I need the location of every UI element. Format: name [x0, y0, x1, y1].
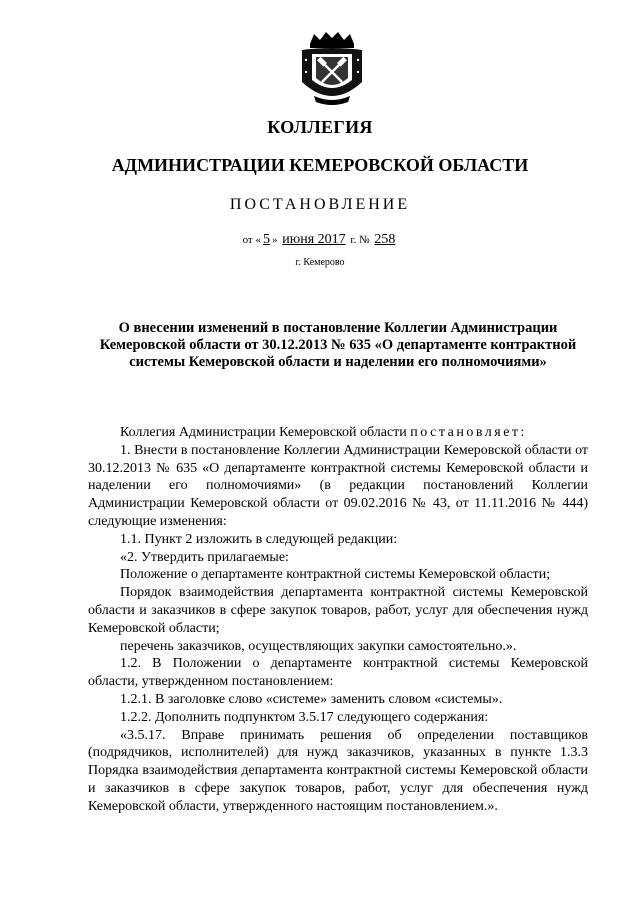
- body-paragraph: [88, 424, 588, 442]
- date-year-suffix: г.: [350, 234, 357, 246]
- date-from-label: от «: [242, 234, 261, 246]
- number-label: №: [359, 234, 370, 246]
- preamble-text: Коллегия Администрации Кемеровской области: [120, 425, 411, 440]
- document-type: ПОСТАНОВЛЕНИЕ: [229, 196, 411, 213]
- document-number: 258: [374, 232, 396, 247]
- body-paragraph: Положение о департаменте контрактной системы Кемеровской области;: [120, 567, 551, 583]
- body-paragraph: 1.2.2. Дополнить подпунктом 3.5.17 следующего содержания:: [120, 709, 489, 725]
- date-close-quote: »: [272, 234, 278, 246]
- org-title-line1: КОЛЛЕГИЯ: [267, 117, 373, 137]
- body-paragraph: 1.2. В Положении о департаменте контрактной системы Кемеровской области, утвержденном постановлением:: [88, 656, 588, 690]
- preamble-resolves: постановляет:: [410, 425, 527, 440]
- body-paragraph: перечень заказчиков, осуществляющих закупки самостоятельно.».: [120, 638, 517, 654]
- city-label: г. Кемерово: [295, 257, 345, 268]
- document-subject: О внесении изменений в постановление Коллегии Администрации Кемеровской области от 30.12.2013 № 635 «О департаменте контрактной системы Кемеровской области и наделении его полномочиями»: [99, 320, 577, 370]
- date-month-year: июня 2017: [282, 232, 346, 247]
- coat-of-arms-icon: [296, 30, 368, 110]
- document-body: [88, 424, 588, 816]
- date-number-line: [0, 232, 640, 248]
- date-day: 5: [263, 232, 270, 247]
- body-paragraph: 1. Внести в постановление Коллегии Администрации Кемеровской области от 30.12.2013 № 635 «О департаменте контрактной системы Кемеровской области и наделении его полномочиями» (в редакции постановлений Коллегии Администрации Кемеровской области от 09.02.2016 № 43, от 11.11.2016 № 444) следующие изменения:: [88, 442, 588, 529]
- body-paragraph: «3.5.17. Вправе принимать решения об определении поставщиков (подрядчиков, исполнителей) для нужд заказчиков, указанных в пункте 1.3.3 Порядка взаимодействия департамента контрактной системы Кемеровской области и заказчиков в сфере закупок товаров, работ, услуг для обеспечения нужд Кемеровской области, утвержденного настоящим постановлением.».: [88, 727, 588, 814]
- body-paragraph: Порядок взаимодействия департамента контрактной системы Кемеровской области и заказчиков в сфере закупок товаров, работ, услуг для обеспечения нужд Кемеровской области;: [88, 585, 588, 636]
- org-title-line2: АДМИНИСТРАЦИИ КЕМЕРОВСКОЙ ОБЛАСТИ: [111, 155, 529, 175]
- body-paragraph: 1.1. Пункт 2 изложить в следующей редакции:: [120, 531, 398, 547]
- body-paragraph: 1.2.1. В заголовке слово «системе» заменить словом «системы».: [120, 691, 503, 707]
- body-paragraph: «2. Утвердить прилагаемые:: [120, 549, 289, 565]
